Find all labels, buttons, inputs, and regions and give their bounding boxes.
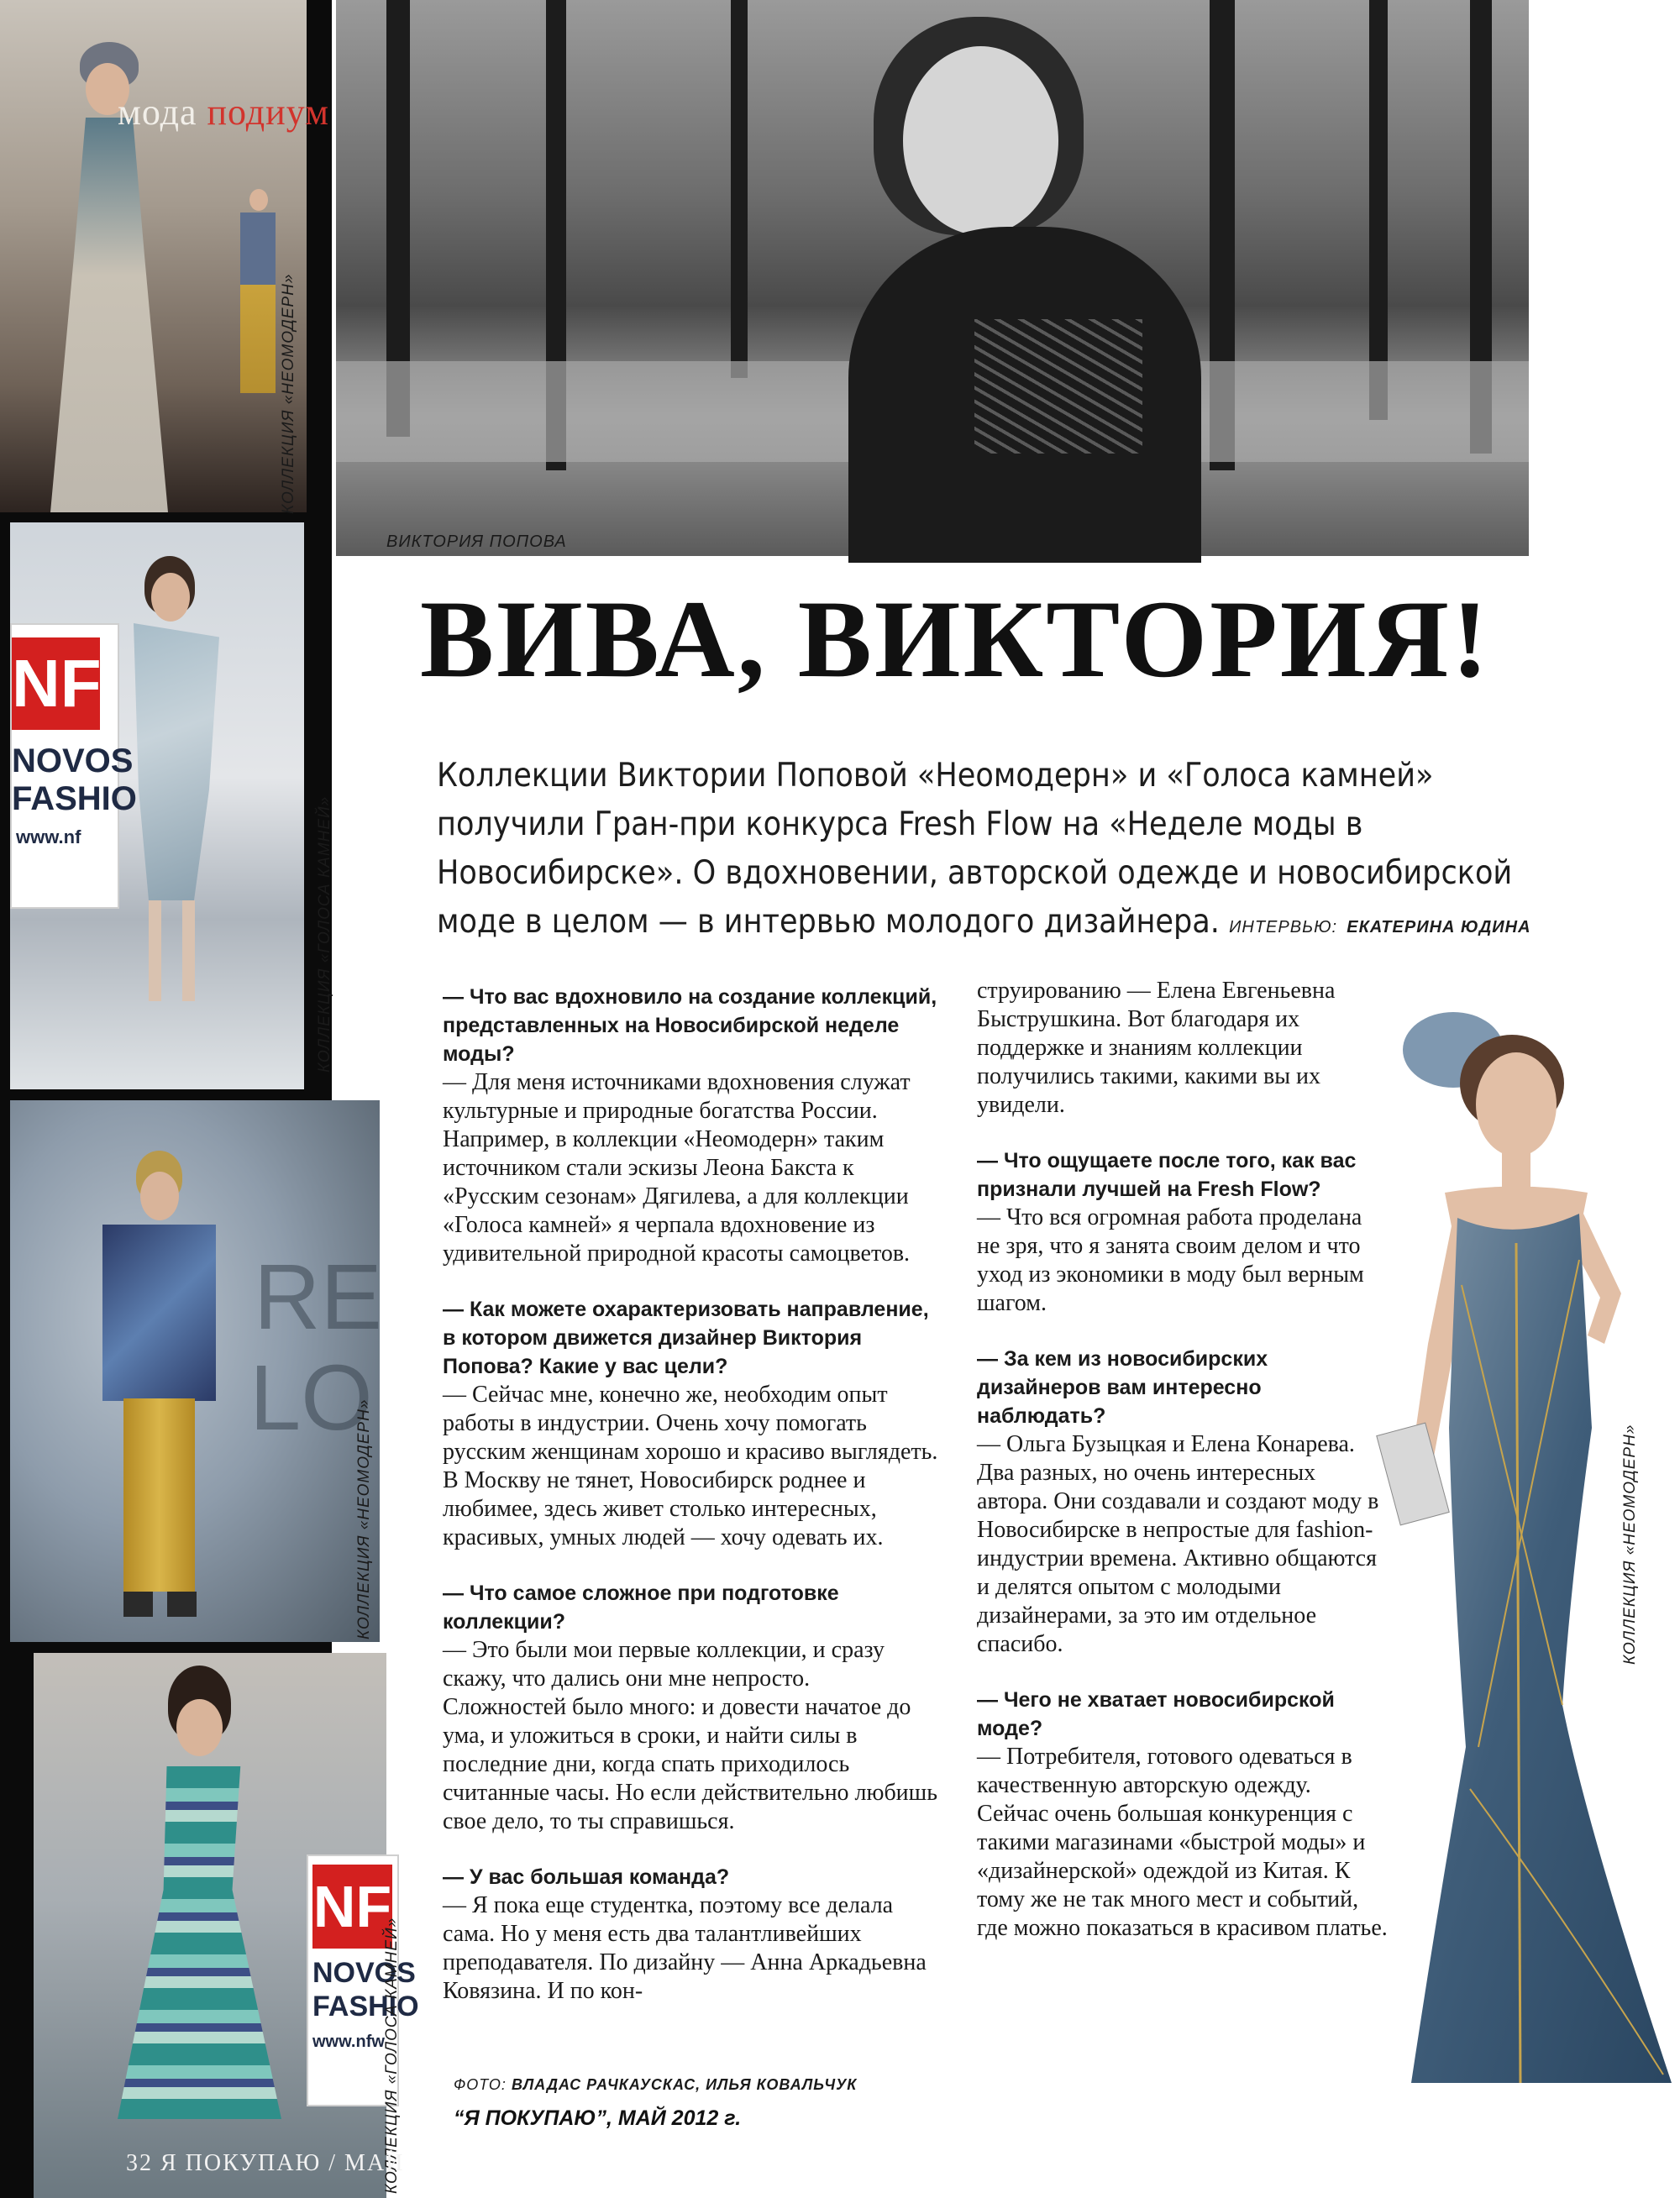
nf-url: www.nf	[16, 826, 81, 847]
nf-logo: NF	[312, 1865, 392, 1949]
rubric-runway: подиум	[207, 92, 329, 133]
answer: — Что вся огромная работа проделана не зря, что я занята своим делом и что уход из экономики в моду был верным шагом.	[977, 1204, 1364, 1316]
nf-url: www.nfw	[312, 2033, 385, 2051]
strip-caption-1: КОЛЛЕКЦИЯ «НЕОМОДЕРН»	[280, 273, 297, 514]
interview-credit-name: ЕКАТЕРИНА ЮДИНА	[1347, 918, 1531, 936]
article-lead	[437, 752, 1546, 952]
nf-word-2: FASHIO	[12, 780, 137, 817]
strip-caption-2: КОЛЛЕКЦИЯ «ГОЛОСА КАМНЕЙ»	[316, 795, 333, 1073]
strip-caption-4: КОЛЛЕКЦИЯ «ГОЛОСА КАМНЕЙ»	[383, 1917, 401, 2194]
magazine-credit: “Я ПОКУПАЮ”, МАЙ 2012 г.	[454, 2106, 742, 2130]
question: — У вас большая команда?	[443, 1865, 730, 1889]
page-folio: 32 Я ПОКУПАЮ / МАЙ	[126, 2150, 405, 2176]
question: — Что ощущаете после того, как вас признали лучшей на Fresh Flow?	[977, 1149, 1357, 1201]
nf-word-2: FASHIO	[312, 1991, 419, 2022]
runway-photo-neomodern-1	[0, 0, 307, 512]
answer: — Сейчас мне, конечно же, необходим опыт работы в индустрии. Очень хочу помогать русским женщинам хорошо и красиво выглядеть. В Москву не тянет, Новосибирск роднее и любимее, здесь живет столько интересных, красивых, умных людей — хочу одевать их.	[443, 1382, 938, 1550]
photo-credit	[454, 2076, 857, 2094]
question: — Что самое сложное при подготовке коллекции?	[443, 1582, 839, 1634]
nf-word-1: NOVOS	[312, 1957, 416, 1989]
lead-text: Коллекции Виктории Поповой «Неомодерн» и «Голоса камней» получили Гран-при конкурса Fresh Flow на «Неделе моды в Новосибирске». О вдохновении, авторской одежде и новосибирской моде в целом — в интервью молодого дизайнера.	[437, 757, 1513, 941]
strip-caption-3: КОЛЛЕКЦИЯ «НЕОМОДЕРН»	[355, 1398, 373, 1639]
article-headline: ВИВА, ВИКТОРИЯ!	[420, 577, 1491, 700]
answer: — Я пока еще студентка, поэтому все делала сама. Но у меня есть два талантливейших преподавателя. По дизайну — Анна Аркадьевна Ковязина. И по кон-	[443, 1892, 927, 2004]
photo-credit-names: ВЛАДАС РАЧКАУСКАС, ИЛЬЯ КОВАЛЬЧУК	[511, 2076, 858, 2093]
answer: — Потребителя, готового одеваться в качественную авторскую одежду. Сейчас очень большая конкуренция с такими магазинами «быстрой моды» и «дизайнерской» одеждой из Китая. К тому же не так много мест и событий, где можно показаться в красивом платье.	[977, 1744, 1388, 1941]
runway-filmstrip	[0, 0, 419, 2198]
runway-photo-stone-voices-1	[10, 522, 304, 1089]
portrait-photo	[336, 0, 1529, 556]
runway-model-figure	[84, 1666, 294, 2186]
background-model-figure	[228, 189, 287, 395]
section-rubric	[118, 91, 329, 134]
rubric-fashion: мода	[118, 92, 197, 133]
runway-model-figure	[90, 1151, 224, 1638]
answer-continuation: струированию — Елена Евгеньевна Быструшкина. Вот благодаря их поддержке и знаниям коллекции получились такими, какими вы их увидели.	[977, 978, 1336, 1118]
answer: — Ольга Бузыцкая и Елена Конарева. Два разных, но очень интересных автора. Они создавали и создают моду в Новосибирске в непростые для fashion-индустрии времена. Активно общаются и делятся опытом с молодыми дизайнерами, за это им отдельное спасибо.	[977, 1431, 1379, 1657]
photo-credit-label: ФОТО:	[454, 2076, 507, 2093]
question: — Чего не хватает новосибирской моде?	[977, 1688, 1335, 1740]
interview-column-1	[443, 983, 938, 2033]
nf-logo: NF	[12, 637, 100, 730]
nf-banner	[10, 623, 137, 909]
runway-model-figure	[111, 539, 237, 1010]
interview-credit-label: ИНТЕРВЬЮ:	[1229, 918, 1338, 936]
question: — Как можете охарактеризовать направление, в котором движется дизайнер Виктория Попова? Какие у вас цели?	[443, 1298, 929, 1378]
question: — За кем из новосибирских дизайнеров вам интересно наблюдать?	[977, 1347, 1268, 1428]
portrait-caption: ВИКТОРИЯ ПОПОВА	[386, 532, 567, 551]
runway-photo-neomodern-2: RE LO	[10, 1100, 380, 1642]
question: — Что вас вдохновило на создание коллекций, представленных на Новосибирской неделе моды?	[443, 985, 937, 1066]
answer: — Это были мои первые коллекции, и сразу скажу, что дались они мне непросто. Сложностей было много: и довести начатое до ума, и уложиться в сроки, и найти силы в последние дни, когда спать приходилось считанные часы. Но если действительно любишь свое дело, то ты справишься.	[443, 1637, 937, 1834]
answer: — Для меня источниками вдохновения служат культурные и природные богатства России. Например, в коллекции «Неомодерн» таким источником стали эскизы Леона Бакста к «Русским сезонам» Дягилева, а для коллекции «Голоса камней» я черпала вдохновение из удивительной природной красоты самоцветов.	[443, 1069, 911, 1267]
nf-word-1: NOVOS	[12, 742, 134, 779]
gown-caption: КОЛЛЕКЦИЯ «НЕОМОДЕРН»	[1621, 1424, 1639, 1665]
